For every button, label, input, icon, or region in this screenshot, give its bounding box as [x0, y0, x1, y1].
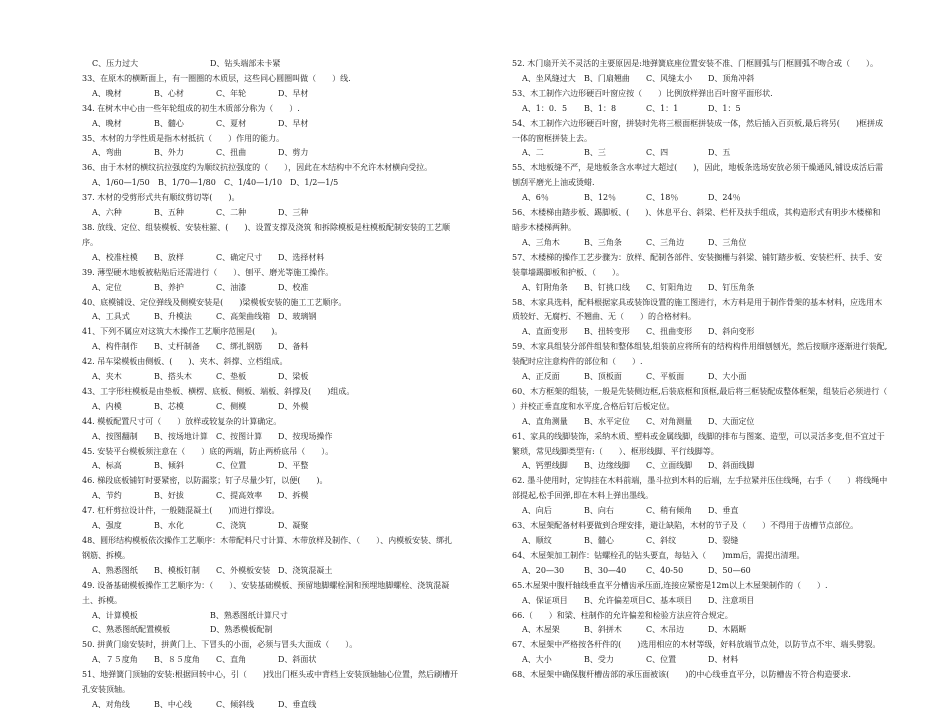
answer-option: C、直角 — [216, 655, 247, 665]
answer-options — [82, 117, 460, 132]
answer-option: D、剪力 — [278, 148, 309, 158]
answer-options — [82, 400, 460, 415]
answer-option: C、钉阳角边 — [646, 282, 693, 292]
answer-option: C、四 — [646, 148, 669, 158]
answer-options — [82, 251, 460, 266]
answer-option: D、凝聚 — [278, 521, 309, 531]
answer-options — [512, 102, 888, 117]
answer-options — [512, 370, 888, 385]
answer-option: A、定位 — [92, 282, 122, 292]
answer-option: D、玻璃钢 — [278, 312, 317, 322]
answer-option: A、熟悉图纸 — [92, 565, 138, 575]
answer-options — [82, 430, 460, 445]
answer-option: D、注意项目 — [708, 595, 755, 605]
answer-options — [512, 281, 888, 296]
answer-option: D、顶角冲斜 — [708, 73, 755, 83]
answer-option: A、二 — [522, 148, 544, 158]
answer-option: B、水化 — [154, 521, 184, 531]
question-text: 68、木屋架中确保腹杆槽齿部的承压面被该( )的中心线垂直平分，以防槽齿不符合构造要求. — [512, 670, 851, 680]
answer-option: C、按图计算 — [216, 431, 263, 441]
answer-option: D、梁板 — [278, 372, 309, 382]
answer-options — [512, 534, 888, 549]
answer-option: A、钉附角条 — [522, 282, 568, 292]
answer-option: A、晚材 — [92, 88, 122, 98]
answer-option: B、门扇翘曲 — [584, 73, 630, 83]
answer-options — [82, 281, 460, 296]
answer-option: B、三角条 — [584, 237, 622, 247]
answer-option: B、丈杆制备 — [154, 342, 200, 352]
answer-option: B、边缘线脚 — [584, 461, 630, 471]
answer-option: C、平板面 — [646, 372, 685, 382]
answer-option: D、垂直 — [708, 506, 739, 516]
answer-option: D、三角位 — [708, 237, 747, 247]
answer-option: D、1/2—1/5 — [290, 178, 339, 188]
question-text: 59、木家具组装分部件组装和整体组装,组装前应将所有的结构构件用细刨刨光，然后按顺序逐渐进行装配,装配时应注意构件的部位和（ ）. — [512, 342, 888, 367]
answer-option: D、裂缝 — [708, 536, 739, 545]
answer-option: B、模板钉制 — [154, 565, 200, 575]
answer-option: A、钙塑线脚 — [522, 461, 568, 471]
answer-options — [512, 415, 888, 430]
answer-option: A、节约 — [92, 491, 122, 501]
answer-option: A、按图翻制 — [92, 431, 138, 441]
answer-option: B、30—40 — [584, 565, 627, 575]
answer-option: B、1/70—1/80 — [158, 178, 216, 188]
question-text: 35、木材的力学性质是指木材抵抗（ ）作用的能力。 — [82, 133, 285, 143]
question-text: 39. 薄型硬木地板被粘贴后还需进行（ ）、刨平、磨光等施工操作。 — [82, 267, 334, 277]
answer-option: D、平整 — [278, 461, 309, 471]
question-text: 34. 在树木中心由一些年轮组成的初生木质部分称为（ ）. — [82, 103, 300, 113]
answer-option: D、大小面 — [708, 372, 747, 382]
answer-options — [82, 489, 460, 504]
answer-options — [512, 623, 888, 638]
question-text: 42. 吊车梁模板由侧板、( )、夹木、斜撑、立档组成。 — [82, 357, 288, 367]
answer-option: D、材料 — [708, 655, 739, 665]
answer-option: D、拆模 — [278, 491, 309, 501]
answer-option: C、立面线脚 — [646, 461, 693, 471]
question-text: 48、圆形结构模板依次操作工艺顺序：木带配料尺寸计算、木带放样及制作、（ ）、内模板安装、绑扎钢筋、拆模。 — [82, 536, 453, 560]
answer-option: A、夹木 — [92, 372, 122, 382]
answer-option: D、垂直线 — [278, 699, 317, 709]
answer-option: B、放样 — [154, 252, 184, 262]
answer-option: C、位置 — [646, 655, 677, 665]
question-text: 51、地弹簧门顶轴的安装:根据回转中心，引（ )找出门框头或中背档上安装顶轴轴心位置，然后刷槽开孔安装顶轴。 — [82, 670, 458, 695]
answer-option: B、升模法 — [154, 312, 192, 322]
answer-option: A、强度 — [92, 521, 122, 531]
question-text: 56、木楼梯由踏步板、踢脚板、( )、休息平台、斜梁、栏杆及扶手组成，其构造形式有明步木楼梯和暗步木楼梯两种。 — [512, 208, 881, 232]
answer-option: A、大小 — [522, 655, 552, 665]
answer-option: C、40-50 — [646, 565, 684, 575]
answer-options — [82, 459, 460, 474]
question-text: 53、木工制作六边形硬百叶窗应按（ ）比例放样弹出百叶窗平面形状. — [512, 88, 773, 98]
answer-option: A、计算模板 — [92, 610, 138, 620]
question-text: 57、木楼梯的操作工艺步骤为：放样、配制各部件、安装搁栅与斜梁、铺钉踏步板、安装栏杆、扶手、安装靠墙踢脚板和护板、（ ）。 — [512, 252, 883, 277]
answer-options — [512, 236, 888, 251]
question-text: 37. 木材的受剪形式共有顺纹剪切等( )。 — [82, 193, 240, 203]
right-question-column — [512, 57, 904, 683]
answer-options — [82, 340, 460, 355]
answer-option: C、侧模 — [216, 401, 247, 411]
question-text: 52. 木门扇开关不灵活的主要原因是:地弹簧底座位置安装不准、门框圆弧与门框圆弧不吻合或（ ）。 — [512, 59, 878, 68]
question-text: 61、家具的线脚装饰，采纳木质、塑料或金属线脚，线脚的排布与图案、造型，可以灵活多变,但不宜过于繁琐，常见线脚类型有:（ ）、框形线脚、平行线脚等。 — [512, 431, 885, 456]
answer-options — [82, 176, 460, 191]
answer-options — [82, 698, 460, 713]
answer-options — [82, 87, 460, 102]
answer-option: D、钻头端部未卡紧 — [210, 59, 281, 68]
answer-option: B、外力 — [154, 148, 184, 158]
answer-option: B、1：8 — [584, 103, 617, 113]
answer-options — [512, 504, 888, 519]
answer-option: B、倾斜 — [154, 461, 184, 471]
question-text: 67、木屋架中严格按各杆件的( )选用相应的木材等级，好料放端节点处，以防节点不牢、端头劈裂。 — [512, 640, 881, 650]
answer-option: C、提高效率 — [216, 491, 263, 501]
answer-option: B、８５度角 — [154, 655, 200, 665]
question-text: 64、木屋架加工制作：钻螺栓孔的钻头要直，每钻入（ )mm后，需提出清理。 — [512, 550, 805, 560]
answer-option: B、允许偏差项目 — [584, 595, 646, 605]
answer-option: C、三角边 — [646, 237, 685, 247]
answer-option: C、位置 — [216, 461, 247, 471]
answer-option: D、备料 — [278, 342, 309, 352]
answer-option: D、五 — [708, 148, 731, 158]
answer-options — [82, 370, 460, 385]
answer-options — [512, 594, 888, 609]
answer-options — [512, 191, 888, 206]
answer-options — [82, 653, 460, 668]
question-text: 45. 安装平台模板须注意在（ ）底的两端，防止两桥底吊（ ）。 — [82, 446, 334, 456]
answer-option: A、6％ — [522, 193, 549, 203]
answer-option: C、基本项目 — [646, 595, 693, 605]
answer-option: A、７５度角 — [92, 655, 138, 665]
answer-option: C、扭曲变形 — [646, 327, 693, 337]
answer-option: C、18％ — [646, 193, 679, 203]
answer-option: D、按现场操作 — [278, 431, 333, 441]
answer-option: D、三种 — [278, 208, 309, 218]
answer-option: B、好拔 — [154, 491, 184, 501]
answer-option: C、浇筑 — [216, 521, 247, 531]
answer-option: D、校准 — [278, 282, 309, 292]
answer-option: B、养护 — [154, 282, 184, 292]
answer-option: D、钉压角条 — [708, 282, 755, 292]
answer-option: A、内模 — [92, 401, 122, 411]
answer-option: C、风缝太小 — [646, 73, 693, 83]
answer-option: A、坐风缝过大 — [522, 73, 576, 83]
answer-option: B、向右 — [584, 506, 614, 516]
answer-option: A、六种 — [92, 208, 122, 218]
answer-option: D、早材 — [278, 88, 309, 98]
answer-option: B、12％ — [584, 193, 617, 203]
answer-option: D、50—60 — [708, 565, 751, 575]
answer-option: B、心材 — [154, 88, 184, 98]
question-text: 40、底模铺设、定位弹线及侧模安装是( )梁模板安装的施工工艺顺序。 — [82, 297, 347, 307]
answer-options — [82, 623, 460, 638]
answer-option: A、工具式 — [92, 312, 130, 322]
answer-options — [512, 653, 888, 668]
answer-option: C、压力过大 — [92, 59, 139, 68]
question-text: 65.木屋架中腹杆轴线垂直平分槽齿承压面,连接应紧密是12m以上木屋架制作的（ ）. — [512, 580, 828, 590]
answer-options — [82, 146, 460, 161]
answer-option: C、垫板 — [216, 372, 247, 382]
answer-option: A、晚材 — [92, 118, 122, 128]
question-text: 47. 杠杆剪拉设计件，一般随混凝土( )而进行撑设。 — [82, 506, 280, 516]
answer-option: D、木隔断 — [708, 625, 747, 635]
answer-option: A、保证项目 — [522, 595, 568, 605]
answer-options — [82, 57, 460, 72]
answer-options — [82, 609, 460, 624]
answer-option: B、三 — [584, 148, 606, 158]
answer-option: C、二种 — [216, 208, 247, 218]
answer-option: A、构件制作 — [92, 342, 138, 352]
answer-option: B、髓心 — [584, 536, 614, 545]
question-text: 49. 设备基础模板操作工艺顺序为：（ ）、安装基础模板、预留地脚螺栓洞和预埋地脚螺栓、浇筑混凝土、拆模。 — [82, 580, 450, 605]
answer-option: D、24％ — [708, 193, 741, 203]
question-text: 36、由于木材的横纹抗拉强度约为顺纹抗拉强度的（ ），因此在木结构中不允许木材横向受拉。 — [82, 163, 433, 173]
answer-option: A、标高 — [92, 461, 122, 471]
answer-option: B、水平定位 — [584, 416, 630, 426]
answer-option: B、钉挑口线 — [584, 282, 630, 292]
question-text: 50. 拼黄门扇安装时，拼黄门上、下冒头的小面，必须与冒头大面成（ ）。 — [82, 640, 358, 650]
question-text: 41、下列不属应对这筑大木操作工艺顺序范围是( )。 — [82, 327, 283, 337]
question-text: 62. 墨斗使用时，定钩挂在木料前端，墨斗拉到木料的后端，左手拉紧并压住线绳，右手（ ）将线绳中部提起,松手回弹,即在木料上弹出墨线。 — [512, 476, 888, 501]
answer-options — [512, 72, 888, 87]
answer-option: B、斜拼木 — [584, 625, 622, 635]
answer-option: D、斜向变形 — [708, 327, 755, 337]
question-text: 63、木屋架配备材料要做到合理安排，避让缺陷，木材的节子及（ ）不得用于齿槽节点部位。 — [512, 521, 859, 531]
question-text: 58、木家具选料，配料根据家具或装饰设置的施工图进行，木方料是用于制作骨架的基本材料，应选用木质较好、无腐朽、不翘曲、无（ ）的合格材料。 — [512, 297, 883, 322]
answer-option: C、对角测量 — [646, 416, 693, 426]
answer-option: C、高架曲线箱 — [216, 312, 271, 322]
answer-option: A、直角测量 — [522, 416, 568, 426]
answer-option: C、斜纹 — [646, 536, 677, 545]
answer-option: A、木屋架 — [522, 625, 560, 635]
answer-option: D、浇筑混凝土 — [278, 565, 333, 575]
answer-option: D、1：5 — [708, 103, 741, 113]
answer-options — [512, 325, 888, 340]
answer-option: D、选择材料 — [278, 252, 325, 262]
answer-option: A、三角木 — [522, 237, 560, 247]
question-text: 46. 梯段底板铺钉时要紧密，以防漏浆；钉子尽量少钉，以便( )。 — [82, 476, 328, 486]
answer-options — [82, 519, 460, 534]
answer-option: A、1/60—1/50 — [92, 178, 150, 188]
answer-option: B、顶板面 — [584, 372, 622, 382]
answer-option: B、熟悉图纸计算尺寸 — [210, 610, 288, 620]
answer-option: A、弯曲 — [92, 148, 122, 158]
answer-option: B、按场地计算 — [154, 431, 208, 441]
answer-option: B、中心线 — [154, 699, 192, 709]
answer-option: C、外模板安装 — [216, 565, 271, 575]
answer-option: A、校准柱模 — [92, 252, 138, 262]
answer-option: D、斜面线脚 — [708, 461, 755, 471]
answer-option: C、夏材 — [216, 118, 247, 128]
answer-option: A、正反面 — [522, 372, 560, 382]
answer-option: B、搭头木 — [154, 372, 192, 382]
answer-options — [82, 310, 460, 325]
answer-option: A、顺纹 — [522, 536, 552, 545]
answer-option: D、早材 — [278, 118, 309, 128]
question-text: 38. 放线、定位、组装模板、安装柱箍、( )、设置支撑及浇筑 和拆除模板是柱模板配制安装的工艺顺序。 — [82, 222, 451, 247]
answer-options — [512, 146, 888, 161]
question-text: 44. 模板配置尺寸可（ ）放样或较复杂的计算确定。 — [82, 416, 282, 426]
answer-options — [512, 459, 888, 474]
answer-options — [82, 564, 460, 579]
answer-option: C、1/40—1/10 — [224, 178, 283, 188]
answer-option: C、确定尺寸 — [216, 252, 263, 262]
answer-option: B、五种 — [154, 208, 184, 218]
answer-option: C、扭曲 — [216, 148, 247, 158]
answer-option: A、对角线 — [92, 699, 130, 709]
answer-option: C、熟悉图纸配置模板 — [92, 625, 171, 635]
left-question-column — [82, 57, 460, 713]
answer-option: C、木吊边 — [646, 625, 685, 635]
answer-option: C、稍有倾角 — [646, 506, 693, 516]
answer-option: C、倾斜线 — [216, 699, 255, 709]
answer-option: A、直面变形 — [522, 327, 568, 337]
answer-option: D、斜面状 — [278, 655, 317, 665]
answer-option: D、外模 — [278, 401, 309, 411]
question-text: 54、木工制作六边形硬百叶窗，拼装时先将三根面框拼装成一体，然后插入百页板,最后将另( )框拼成一体的窗框拼装上去。 — [512, 118, 883, 143]
answer-options — [82, 206, 460, 221]
question-text: 33、在原木的横断面上，有一圈圈的木质层，这些同心圆圈叫做（ ）线. — [82, 73, 351, 83]
question-text: 60、木方框架的组装，一般是先装侧边框,后装底框和顶框,最后将三框装配成整体框架，组装后必须进行（ ）并校正垂直度和水平度,合格后钉后板定位。 — [512, 386, 904, 411]
answer-option: A、20—30 — [522, 565, 565, 575]
answer-option: A、1：0．5 — [522, 103, 568, 113]
answer-option: A、向后 — [522, 506, 552, 516]
answer-option: C、油漆 — [216, 282, 247, 292]
question-text: 55、木地板缝不严，是地板条含水率过大超过( )，因此，地板条选场安放必须干燥通风,铺设成活后需刨刮平磨光上油或烫蜡. — [512, 163, 883, 188]
answer-option: C、1：1 — [646, 103, 679, 113]
question-text: 66.（ ）和梁、柱制作的允许偏差和检验方法应符合规定。 — [512, 610, 733, 620]
answer-option: B、扭转变形 — [584, 327, 630, 337]
answer-option: D、大面定位 — [708, 416, 755, 426]
answer-option: C、年轮 — [216, 88, 247, 98]
answer-options — [512, 564, 888, 579]
question-text: 43、工字形柱模板是由垫板、横楞、底板、侧板、端板、斜撑及( )组成。 — [82, 386, 355, 396]
answer-option: B、髓心 — [154, 118, 184, 128]
answer-option: B、受力 — [584, 655, 614, 665]
answer-option: D、熟悉模板配制 — [210, 625, 273, 635]
answer-option: B、芯模 — [154, 401, 184, 411]
answer-option: C、绑扎钢筋 — [216, 342, 263, 352]
